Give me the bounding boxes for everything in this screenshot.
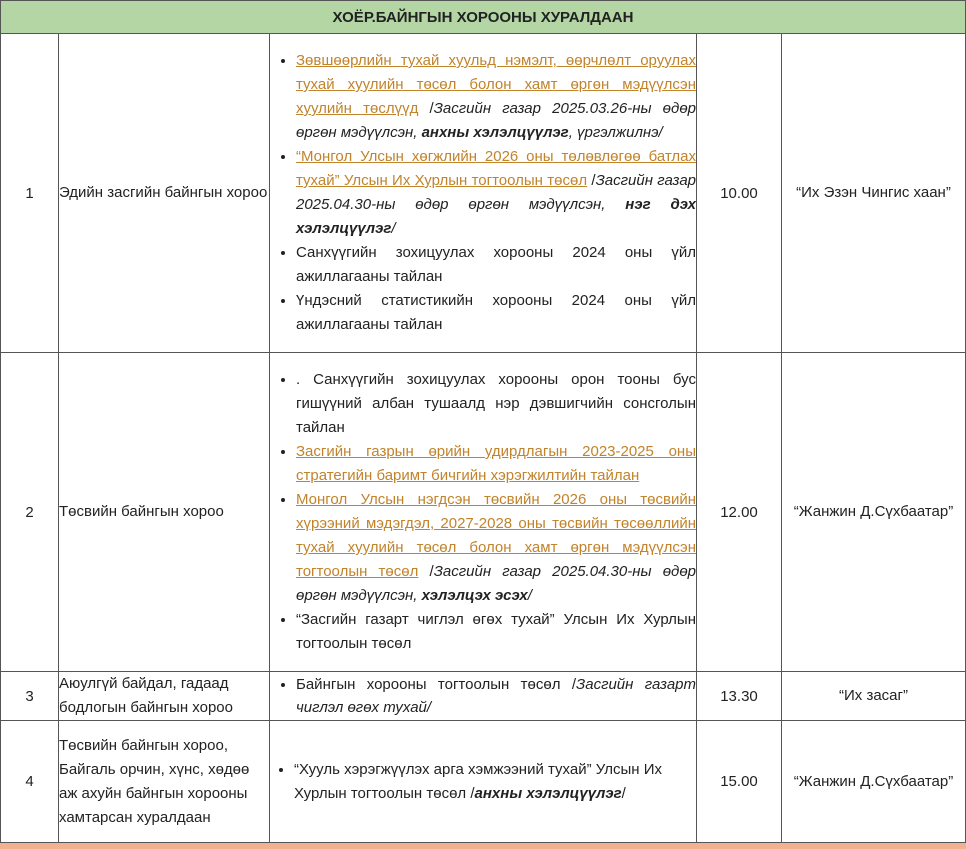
list-item (296, 608, 696, 656)
agenda-link[interactable]: Монгол Улсын нэгдсэн төсвийн 2026 оны төсвийн хүрээний мэдэгдэл, 2027-2028 оны төсвийн төсөөллийн тухай хуулийн төсөл болон хамт өргөн мэдүүлсэн тогтоолын төсөл (296, 491, 696, 580)
next-section-edge (0, 843, 966, 849)
committee-name: Эдийн засгийн байнгын хороо (59, 34, 270, 353)
meeting-time: 10.00 (697, 34, 782, 353)
item-tail: / (621, 784, 626, 802)
list-item (294, 758, 696, 806)
item-text: Санхүүгийн зохицуулах хорооны 2024 оны үйл ажиллагааны тайлан (296, 244, 696, 285)
meeting-room: “Их засаг” (782, 672, 966, 721)
list-item (296, 488, 696, 608)
meeting-time: 13.30 (697, 672, 782, 721)
list-item (296, 440, 696, 488)
item-note: Засгийн газар 2025.04.30-ны өдөр өргөн мэдүүлсэн, (296, 563, 697, 604)
committee-name: Аюулгүй байдал, гадаад бодлогын байнгын хороо (59, 672, 270, 721)
meeting-time: 15.00 (697, 721, 782, 843)
committee-name: Төсвийн байнгын хороо (59, 353, 270, 672)
table-row (1, 672, 966, 721)
item-stage: нэг дэх хэлэлцүүлэг (296, 196, 696, 237)
meeting-time: 12.00 (697, 353, 782, 672)
item-separator: / (418, 100, 434, 117)
table-row (1, 34, 966, 353)
row-number: 1 (1, 34, 59, 353)
item-note: Засгийн газар 2025.04.30-ны өдөр өргөн мэдүүлсэн, (296, 172, 696, 213)
row-number: 2 (1, 353, 59, 672)
agenda-items-list (270, 758, 696, 806)
agenda-link[interactable]: Засгийн газрын өрийн удирдлагын 2023-2025 оны стратегийн баримт бичгийн хэрэгжилтийн тайлан (296, 443, 696, 484)
item-stage: анхны хэлэлцүүлэг (474, 784, 622, 802)
meeting-room: “Жанжин Д.Сүхбаатар” (782, 353, 966, 672)
item-separator: / (418, 563, 434, 580)
list-item (296, 368, 696, 440)
agenda-items-cell (270, 353, 697, 672)
meeting-room: “Их Эзэн Чингис хаан” (782, 34, 966, 353)
table-row (1, 353, 966, 672)
item-tail: / (391, 220, 396, 237)
item-tail: / (426, 699, 432, 716)
list-item (296, 289, 696, 337)
item-text: Үндэсний статистикийн хорооны 2024 оны үйл ажиллагааны тайлан (296, 292, 696, 333)
agenda-link[interactable]: “Монгол Улсын хөгжлийн 2026 оны төлөвлөгөө батлах тухай” Улсын Их Хурлын тогтоолын төсөл (296, 148, 696, 189)
item-tail: , үргэлжилнэ/ (568, 124, 663, 141)
item-text: Байнгын хорооны тогтоолын төсөл / (296, 676, 577, 693)
agenda-items-cell (270, 721, 697, 843)
item-tail: / (527, 587, 532, 604)
list-item (296, 241, 696, 289)
item-separator: / (587, 172, 596, 189)
item-text: “Засгийн газарт чиглэл өгөх тухай” Улсын Их Хурлын тогтоолын төсөл (296, 611, 696, 652)
item-text: . Санхүүгийн зохицуулах хорооны орон тооны бус гишүүний албан тушаалд нэр дэвшигчийн сонсголын тайлан (296, 371, 696, 436)
section-title: ХОЁР.БАЙНГЫН ХОРООНЫ ХУРАЛДААН (1, 1, 966, 34)
item-stage: хэлэлцэх эсэх (421, 587, 528, 604)
section-header-row (1, 1, 966, 34)
agenda-items-cell (270, 672, 697, 721)
agenda-items-cell (270, 34, 697, 353)
item-note: Засгийн газарт чиглэл өгөх тухай (296, 676, 697, 716)
meeting-room: “Жанжин Д.Сүхбаатар” (782, 721, 966, 843)
item-note: Засгийн газар 2025.03.26-ны өдөр өргөн мэдүүлсэн, (296, 100, 696, 141)
list-item (296, 145, 696, 241)
row-number: 4 (1, 721, 59, 843)
agenda-link[interactable]: Зөвшөөрлийн тухай хуульд нэмэлт, өөрчлөлт оруулах тухай хуулийн төсөл болон хамт өргөн мэдүүлсэн хуулийн төслүүд (296, 52, 696, 117)
agenda-items-list (270, 673, 696, 719)
item-stage: анхны хэлэлцүүлэг (421, 124, 569, 141)
table-row (1, 721, 966, 843)
row-number: 3 (1, 672, 59, 721)
agenda-items-list (270, 368, 696, 656)
list-item (296, 49, 696, 145)
item-text: “Хууль хэрэгжүүлэх арга хэмжээний тухай” Улсын Их Хурлын тогтоолын төсөл / (294, 760, 663, 802)
agenda-items-list (270, 49, 696, 337)
list-item (296, 673, 696, 719)
committee-name: Төсвийн байнгын хороо, Байгаль орчин, хүнс, хөдөө аж ахуйн байнгын хорооны хамтарсан хуралдаан (59, 721, 270, 843)
